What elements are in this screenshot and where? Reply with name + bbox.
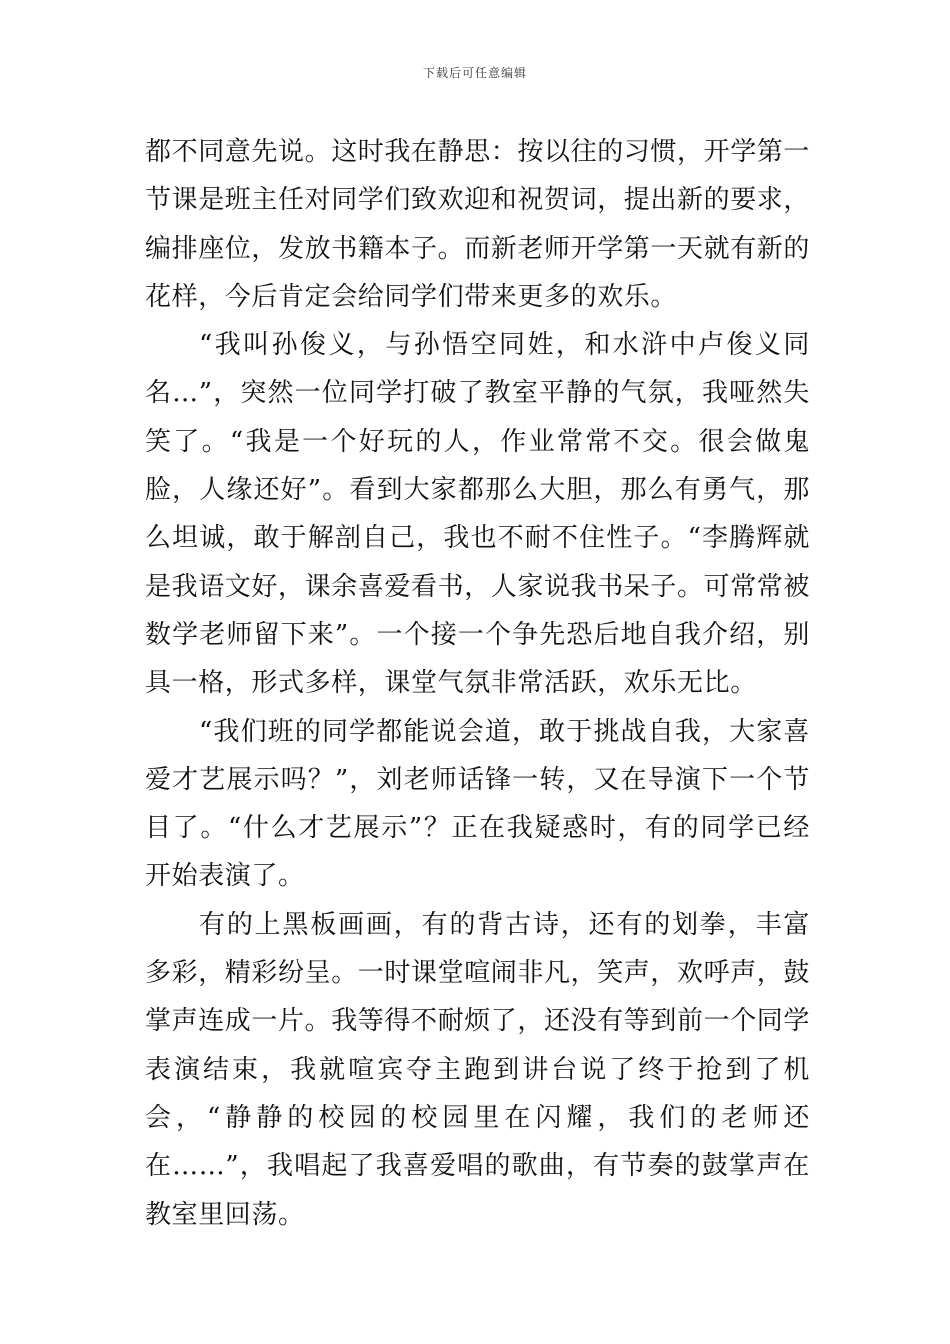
paragraph-4: 有的上黑板画画，有的背古诗，还有的划拳，丰富多彩，精彩纷呈。一时课堂喧闹非凡，笑声，欢呼声，鼓掌声连成一片。我等得不耐烦了，还没有等到前一个同学表演结束，我就喧宾夺主跑到讲台说了终于抢到了机会，“静静的校园的校园里在闪耀，我们的老师还在……”，我唱起了我喜爱唱的歌曲，有节奏的鼓掌声在教室里回荡。 — [145, 909, 811, 1230]
paragraph-2: “我叫孙俊义，与孙悟空同姓，和水浒中卢俊义同名…”，突然一位同学打破了教室平静的气氛，我哑然失笑了。“我是一个好玩的人，作业常常不交。很会做鬼脸，人缘还好”。看到大家都那么大胆，那么有勇气，那么坦诚，敢于解剖自己，我也不耐不住性子。“李腾辉就是我语文好，课余喜爱看书，人家说我书呆子。可常常被数学老师留下来”。一个接一个争先恐后地自我介绍，别具一格，形式多样，课堂气氛非常活跃，欢乐无比。 — [145, 330, 811, 699]
document-body — [145, 128, 810, 1239]
paragraph-3: “我们班的同学都能说会道，敢于挑战自我，大家喜爱才艺展示吗？”，刘老师话锋一转，又在导演下一个节目了。“什么才艺展示”？正在我疑惑时，有的同学已经开始表演了。 — [145, 716, 810, 892]
page-header: 下载后可任意编辑 — [422, 66, 527, 80]
paragraph-1: 都不同意先说。这时我在静思：按以往的习惯，开学第一节课是班主任对同学们致欢迎和祝贺词，提出新的要求，编排座位，发放书籍本子。而新老师开学第一天就有新的花样，今后肯定会给同学们带来更多的欢乐。 — [145, 137, 811, 312]
